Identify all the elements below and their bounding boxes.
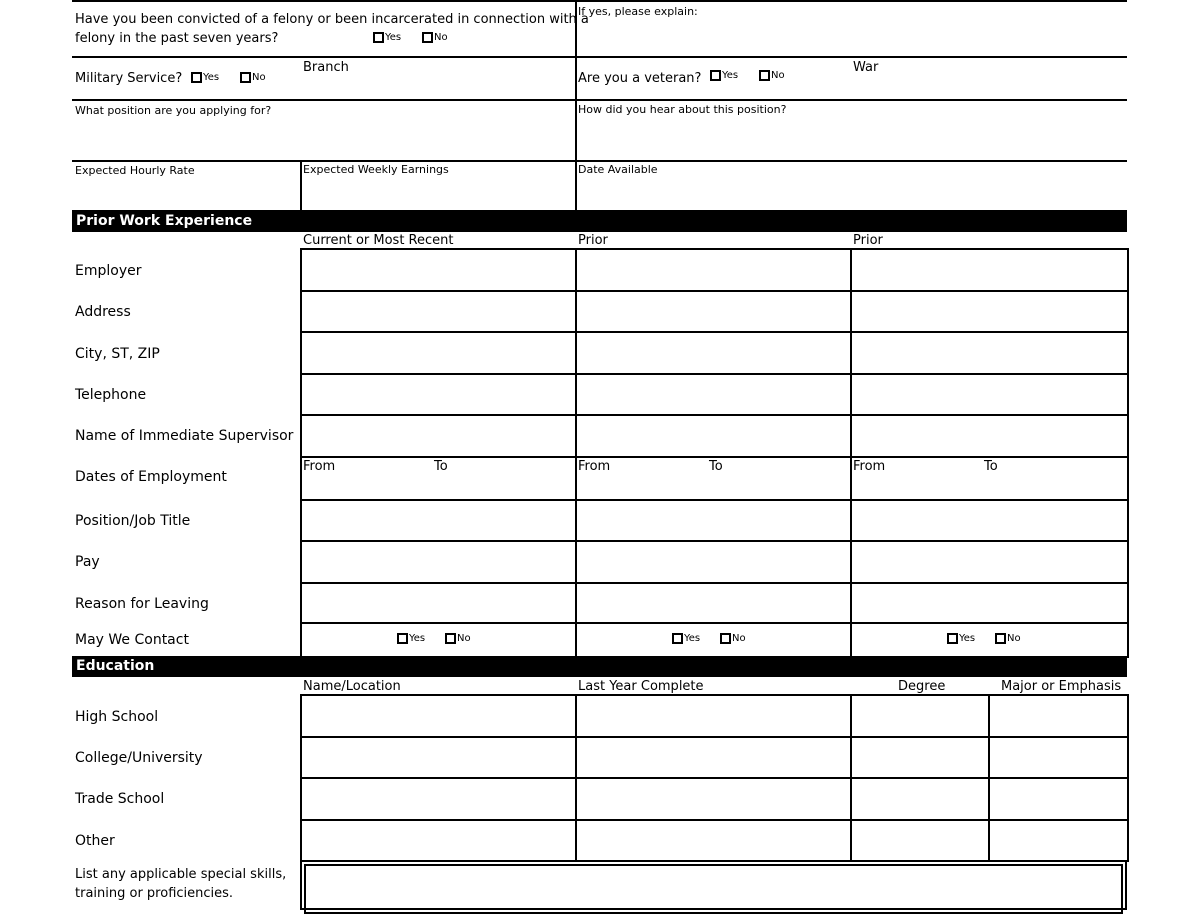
work-field[interactable]: [575, 373, 852, 416]
work-field[interactable]: [300, 373, 577, 416]
checkbox-label: Yes: [203, 72, 220, 83]
work-field[interactable]: [575, 290, 852, 333]
checkbox-label: Yes: [684, 633, 701, 644]
divider: [575, 0, 577, 210]
checkbox-label: Yes: [722, 70, 739, 81]
checkbox-label: Yes: [409, 633, 426, 644]
work-row-label: City, ST, ZIP: [75, 346, 160, 362]
veteran-no-checkbox[interactable]: [759, 70, 785, 81]
education-field[interactable]: [850, 777, 990, 821]
checkbox-label: No: [1007, 633, 1021, 644]
checkbox-box: [759, 70, 770, 81]
veteran-label: Are you a veteran?: [578, 71, 702, 86]
work-column-header: Current or Most Recent: [303, 233, 454, 248]
checkbox-label: No: [252, 72, 266, 83]
weekly-label: Expected Weekly Earnings: [303, 163, 449, 176]
checkbox-label: No: [457, 633, 471, 644]
from-label: From: [853, 459, 886, 474]
contact-no-checkbox[interactable]: [995, 633, 1021, 644]
work-field[interactable]: [850, 290, 1129, 333]
education-column-header: Name/Location: [303, 679, 401, 694]
education-field[interactable]: [988, 777, 1129, 821]
education-field[interactable]: [988, 694, 1129, 738]
checkbox-box: [720, 633, 731, 644]
to-label: To: [434, 459, 448, 474]
checkbox-box: [710, 70, 721, 81]
divider: [300, 160, 302, 210]
checkbox-box: [373, 32, 384, 43]
felony-no-checkbox[interactable]: [422, 32, 448, 43]
work-column-header: Prior: [853, 233, 883, 248]
education-row-label: Other: [75, 833, 115, 849]
checkbox-box: [445, 633, 456, 644]
hourly-field[interactable]: [75, 179, 295, 207]
education-row-label: Trade School: [75, 791, 165, 807]
education-field[interactable]: [575, 736, 852, 779]
work-field[interactable]: [575, 540, 852, 584]
branch-label: Branch: [303, 60, 349, 75]
work-field[interactable]: [575, 331, 852, 375]
position-field[interactable]: [75, 119, 570, 157]
education-field[interactable]: [300, 819, 577, 862]
military-label: Military Service?: [75, 71, 183, 86]
education-field[interactable]: [575, 819, 852, 862]
work-field: [575, 622, 852, 658]
divider: [72, 56, 1127, 58]
contact-no-checkbox[interactable]: [720, 633, 746, 644]
veteran-yes-checkbox[interactable]: [710, 70, 738, 81]
work-field[interactable]: [300, 290, 577, 333]
education-field[interactable]: [850, 736, 990, 779]
military-no-checkbox[interactable]: [240, 72, 266, 83]
available-field[interactable]: [578, 179, 1123, 207]
contact-yes-checkbox[interactable]: [397, 633, 425, 644]
education-field[interactable]: [850, 819, 990, 862]
available-label: Date Available: [578, 163, 658, 176]
work-field[interactable]: [850, 540, 1129, 584]
felony-question-cont: felony in the past seven years?: [75, 31, 279, 46]
work-field: [850, 622, 1129, 658]
work-row-label: Telephone: [75, 387, 147, 403]
work-field[interactable]: [850, 331, 1129, 375]
contact-no-checkbox[interactable]: [445, 633, 471, 644]
work-field[interactable]: [575, 582, 852, 624]
felony-explain-label: If yes, please explain:: [578, 5, 698, 18]
education-field[interactable]: [300, 694, 577, 738]
war-field[interactable]: [885, 60, 1123, 96]
work-row-label: Employer: [75, 263, 142, 279]
education-section-header: Education: [72, 656, 1127, 677]
felony-question: Have you been convicted of a felony or been incarcerated in connection with a: [75, 12, 589, 27]
war-label: War: [853, 60, 879, 75]
work-row-label: Dates of Employment: [75, 469, 227, 485]
education-field[interactable]: [575, 694, 852, 738]
work-field[interactable]: [575, 499, 852, 542]
to-label: To: [709, 459, 723, 474]
checkbox-box: [947, 633, 958, 644]
work-field[interactable]: [850, 499, 1129, 542]
from-label: From: [578, 459, 611, 474]
education-column-header: Degree: [898, 679, 946, 694]
work-row-label: Reason for Leaving: [75, 596, 209, 612]
skills-label-cont: training or proficiencies.: [75, 886, 234, 901]
divider: [72, 0, 1127, 2]
weekly-field[interactable]: [303, 179, 571, 207]
work-field[interactable]: [575, 414, 852, 458]
checkbox-box: [995, 633, 1006, 644]
from-label: From: [303, 459, 336, 474]
hear-field[interactable]: [578, 119, 1123, 157]
checkbox-box: [191, 72, 202, 83]
education-field[interactable]: [575, 777, 852, 821]
checkbox-label: Yes: [959, 633, 976, 644]
hear-label: How did you hear about this position?: [578, 103, 787, 116]
skills-field[interactable]: [304, 864, 1123, 914]
military-yes-checkbox[interactable]: [191, 72, 219, 83]
checkbox-label: No: [732, 633, 746, 644]
checkbox-box: [672, 633, 683, 644]
education-field[interactable]: [300, 777, 577, 821]
work-row-label: Address: [75, 304, 131, 320]
work-field[interactable]: [575, 248, 852, 292]
divider: [72, 99, 1127, 101]
work-field[interactable]: [850, 248, 1129, 292]
skills-label: List any applicable special skills,: [75, 867, 287, 882]
checkbox-box: [422, 32, 433, 43]
checkbox-label: Yes: [385, 32, 402, 43]
hourly-label: Expected Hourly Rate: [75, 164, 195, 177]
branch-field[interactable]: [350, 60, 570, 96]
position-label: What position are you applying for?: [75, 104, 272, 117]
contact-yes-checkbox[interactable]: [947, 633, 975, 644]
checkbox-box: [397, 633, 408, 644]
felony-explain-field[interactable]: [578, 20, 1123, 54]
work-row-label: May We Contact: [75, 632, 189, 648]
education-field[interactable]: [988, 736, 1129, 779]
to-label: To: [984, 459, 998, 474]
work-field[interactable]: [300, 582, 577, 624]
work-field[interactable]: [850, 414, 1129, 458]
education-field[interactable]: [988, 819, 1129, 862]
work-field: [300, 622, 577, 658]
checkbox-label: No: [434, 32, 448, 43]
work-field[interactable]: [300, 248, 577, 292]
checkbox-box: [240, 72, 251, 83]
divider: [72, 160, 1127, 162]
felony-yes-checkbox[interactable]: [373, 32, 401, 43]
education-column-header: Last Year Complete: [578, 679, 704, 694]
work-field[interactable]: [300, 499, 577, 542]
contact-yes-checkbox[interactable]: [672, 633, 700, 644]
checkbox-label: No: [771, 70, 785, 81]
work-field[interactable]: [300, 540, 577, 584]
work-field[interactable]: [850, 373, 1129, 416]
work-column-header: Prior: [578, 233, 608, 248]
work-section-header: Prior Work Experience: [72, 210, 1127, 232]
work-field[interactable]: [300, 414, 577, 458]
education-column-header: Major or Emphasis: [1001, 679, 1122, 694]
education-row-label: College/University: [75, 750, 203, 766]
work-field[interactable]: [300, 331, 577, 375]
education-row-label: High School: [75, 709, 159, 725]
work-row-label: Name of Immediate Supervisor: [75, 428, 294, 444]
work-field[interactable]: [850, 582, 1129, 624]
education-field[interactable]: [850, 694, 990, 738]
work-row-label: Position/Job Title: [75, 513, 191, 529]
work-row-label: Pay: [75, 554, 100, 570]
education-field[interactable]: [300, 736, 577, 779]
